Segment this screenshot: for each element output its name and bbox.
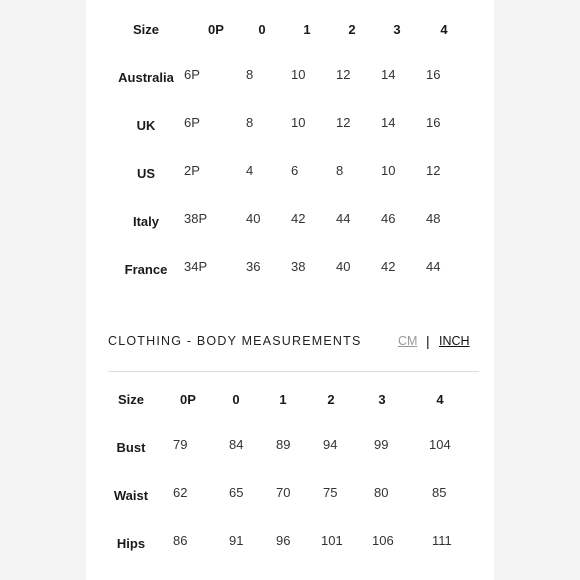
header-size-1: 1 [279,392,287,407]
row-label: France [124,262,168,277]
header-size-0p: 0P [208,22,224,37]
header-size-0: 0 [258,22,266,37]
table-cell: 44 [336,211,351,226]
table-cell: 12 [336,115,351,130]
table-cell: 12 [336,67,351,82]
table-cell: 6P [184,115,200,130]
table-cell: 101 [321,533,343,548]
table-cell: 111 [432,533,452,548]
table-cell: 6P [184,67,200,82]
table-cell: 14 [381,115,396,130]
header-size: Size [117,392,144,407]
row-label: Hips [116,536,146,551]
table-cell: 14 [381,67,396,82]
table-cell: 94 [323,437,338,452]
table-cell: 8 [246,67,254,82]
header-size-3: 3 [393,22,401,37]
header-size-0p: 0P [180,392,196,407]
table-cell: 6 [291,163,299,178]
table-cell: 62 [173,485,188,500]
table-cell: 46 [381,211,396,226]
unit-cm-link[interactable]: CM [398,334,418,348]
table-cell: 89 [276,437,291,452]
table-cell: 84 [229,437,244,452]
table-cell: 44 [426,259,441,274]
table-cell: 10 [381,163,396,178]
unit-inch-link[interactable]: INCH [439,334,470,348]
table-cell: 40 [336,259,351,274]
table-cell: 16 [426,67,441,82]
table-cell: 8 [246,115,254,130]
table-cell: 70 [276,485,291,500]
header-size-0: 0 [232,392,240,407]
row-label: Waist [113,488,149,503]
row-label: Australia [118,70,174,85]
table-cell: 40 [246,211,261,226]
table-cell: 10 [291,67,306,82]
table-cell: 34P [184,259,208,274]
table-cell: 96 [276,533,291,548]
header-size: Size [132,22,159,37]
row-label: Italy [132,214,159,229]
header-size-4: 4 [440,22,448,37]
table-cell: 42 [291,211,306,226]
table-cell: 16 [426,115,441,130]
section-divider [108,371,479,372]
row-label: US [136,166,156,181]
table-cell: 36 [246,259,261,274]
table-cell: 99 [374,437,389,452]
table-cell: 2P [184,163,200,178]
table-cell: 48 [426,211,441,226]
table-cell: 4 [246,163,254,178]
header-size-2: 2 [327,392,335,407]
table-cell: 10 [291,115,306,130]
table-cell: 38 [291,259,306,274]
header-size-3: 3 [378,392,386,407]
table-cell: 12 [426,163,441,178]
table-cell: 104 [429,437,451,452]
table-cell: 42 [381,259,396,274]
row-label: UK [136,118,156,133]
table-cell: 80 [374,485,389,500]
table-cell: 38P [184,211,208,226]
section-title: CLOTHING - BODY MEASUREMENTS [108,334,362,348]
header-size-1: 1 [303,22,311,37]
table-cell: 91 [229,533,244,548]
table-cell: 86 [173,533,188,548]
table-cell: 8 [336,163,344,178]
table-cell: 85 [432,485,447,500]
table-cell: 65 [229,485,244,500]
table-cell: 75 [323,485,338,500]
header-size-2: 2 [348,22,356,37]
table-cell: 106 [372,533,394,548]
header-size-4: 4 [436,392,444,407]
unit-separator: | [426,333,430,349]
row-label: Bust [116,440,146,455]
table-cell: 79 [173,437,188,452]
